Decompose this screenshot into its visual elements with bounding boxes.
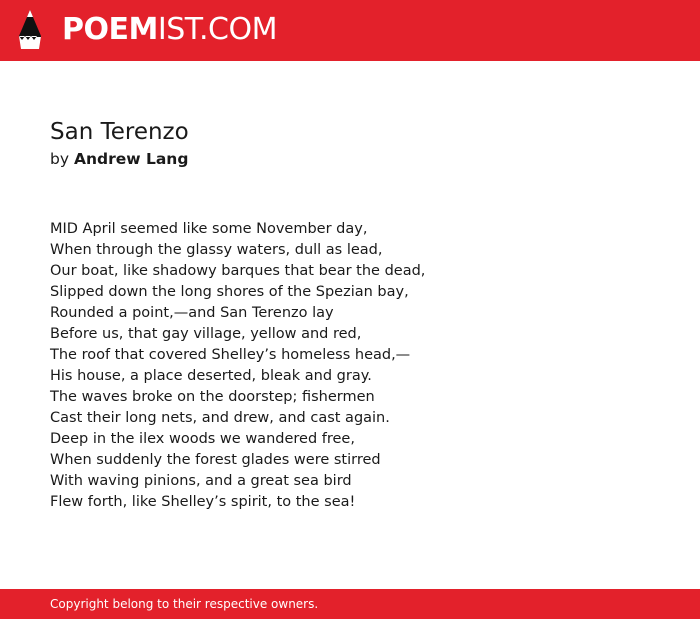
poem-line: Our boat, like shadowy barques that bear the dead, bbox=[50, 263, 426, 279]
poem-line: Slipped down the long shores of the Spezian bay, bbox=[50, 284, 409, 300]
poem-line: His house, a place deserted, bleak and gray. bbox=[50, 368, 372, 384]
poem-body bbox=[50, 219, 425, 513]
poem-line: Before us, that gay village, yellow and red, bbox=[50, 326, 362, 342]
poem-line: The waves broke on the doorstep; fishermen bbox=[50, 389, 375, 405]
brand-bold-part: POEM bbox=[62, 12, 158, 47]
poem-line: When through the glassy waters, dull as lead, bbox=[50, 242, 383, 258]
poem-line: The roof that covered Shelley’s homeless head,— bbox=[50, 347, 411, 363]
poem-byline bbox=[50, 148, 188, 170]
poem-line: Rounded a point,—and San Terenzo lay bbox=[50, 305, 334, 321]
poem-line: With waving pinions, and a great sea bird bbox=[50, 473, 352, 489]
poem-line: Flew forth, like Shelley’s spirit, to the sea! bbox=[50, 494, 356, 510]
poem-line: Cast their long nets, and drew, and cast again. bbox=[50, 410, 390, 426]
poem-line: MID April seemed like some November day, bbox=[50, 221, 368, 237]
site-logo-text[interactable] bbox=[62, 12, 277, 48]
poem-author: Andrew Lang bbox=[73, 150, 189, 168]
poem-line: Deep in the ilex woods we wandered free, bbox=[50, 431, 355, 447]
site-footer bbox=[0, 589, 700, 619]
poem-title: San Terenzo bbox=[50, 119, 189, 145]
poem-line: When suddenly the forest glades were stirred bbox=[50, 452, 381, 468]
byline-prefix: by bbox=[50, 150, 70, 168]
site-header bbox=[0, 0, 700, 61]
pencil-tip-icon[interactable] bbox=[18, 9, 42, 51]
copyright-notice: Copyright belong to their respective owners. bbox=[50, 597, 319, 611]
brand-light-part: IST.COM bbox=[157, 12, 277, 47]
